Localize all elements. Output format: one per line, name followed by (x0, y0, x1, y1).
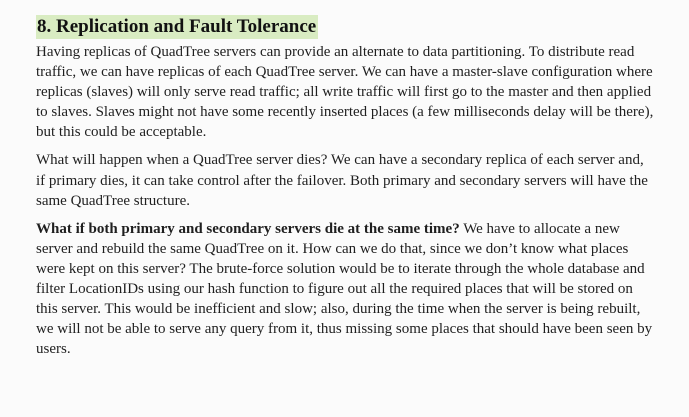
article-section (36, 15, 654, 367)
paragraph-both-servers-die (36, 219, 654, 360)
paragraph-lead-question: What if both primary and secondary servers die at the same time? (36, 220, 460, 237)
section-heading: 8. Replication and Fault Tolerance (37, 16, 317, 37)
paragraph-body: We have to allocate a new server and rebuild the same QuadTree on it. How can we do that, since we don’t know what places were kept on this server? The brute-force solution would be to iterate through the whole database and filter LocationIDs using our hash function to figure out all the required places that will be stored on this server. This would be inefficient and slow; also, during the time when the server is being rebuilt, we will not be able to serve any query from it, thus missing some places that should have been seen by users. (36, 220, 653, 358)
paragraph-server-dies: What will happen when a QuadTree server dies? We can have a secondary replica of each server and, if primary dies, it can take control after the failover. Both primary and secondary servers will have the same QuadTree structure. (36, 152, 648, 209)
paragraph-replication: Having replicas of QuadTree servers can provide an alternate to data partitioning. To distribute read traffic, we can have replicas of each QuadTree server. We can have a master-slave configuration where replicas (slaves) will only serve read traffic; all write traffic will first go to the master and then applied to slaves. Slaves might not have some recently inserted places (a few milliseconds delay will be there), but this could be acceptable. (36, 44, 654, 141)
